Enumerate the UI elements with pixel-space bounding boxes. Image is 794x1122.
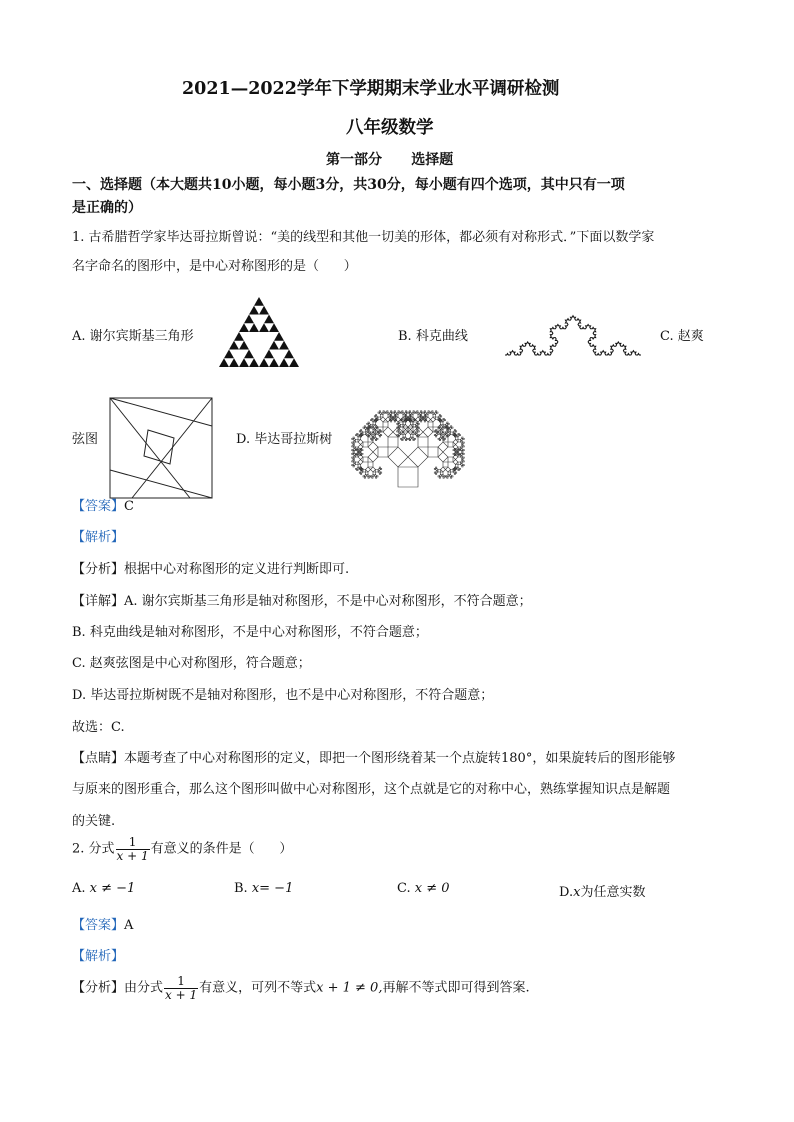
q2-option-b-label: B.	[234, 881, 248, 896]
q1-xiangjie-c: C. 赵爽弦图是中心对称图形，符合题意；	[72, 656, 311, 671]
q1-option-d: D. 毕达哥拉斯树	[236, 432, 333, 447]
q1-fenxi-tag: 【分析】	[72, 562, 125, 577]
q2-option-a	[72, 881, 135, 896]
q2-fenxi-prefix: 由分式	[124, 980, 164, 996]
q1-dianjing	[72, 747, 675, 766]
q2-fenxi-frac-den: x + 1	[165, 987, 198, 1002]
part-heading: 第一部分 选择题	[326, 152, 454, 168]
q2-answer	[72, 914, 133, 933]
q1-dianjing-tag: 【点睛】	[72, 751, 125, 766]
q1-answer-tag: 【答案】	[72, 499, 125, 514]
q1-dianjing-line2: 与原来的图形重合，那么这个图形叫做中心对称图形，这个点就是它的对称中心，熟练掌握知识点是解题	[72, 782, 671, 797]
q2-option-a-label: A.	[72, 881, 86, 896]
q2-fenxi	[72, 975, 530, 1001]
q1-xiangjie-b: B. 科克曲线是轴对称图形，不是中心对称图形，不符合题意；	[72, 625, 428, 640]
zhao-shuang-figure	[108, 396, 214, 500]
q2-option-d	[559, 881, 645, 900]
page-subtitle: 八年级数学	[346, 118, 434, 138]
q1-dianjing-line3: 的关键.	[72, 814, 116, 829]
q1-xiangjie-tag: 【详解】	[72, 594, 125, 609]
q2-option-d-math: x	[573, 885, 581, 900]
q2-fenxi-mid: 有意义，可列不等式	[199, 980, 317, 996]
q1-analysis-tag: 【解析】	[72, 530, 125, 545]
q2-stem-prefix: 2. 分式	[72, 841, 115, 857]
q1-choose: 故选：C.	[72, 720, 125, 735]
q1-option-c: C. 赵爽	[660, 329, 704, 344]
q2-frac-num: 1	[128, 835, 137, 849]
q2-option-d-text: 为任意实数	[580, 885, 646, 900]
q1-xiangjie-d: D. 毕达哥拉斯树既不是轴对称图形，也不是中心对称图形，不符合题意；	[72, 688, 494, 703]
q2-option-c-label: C.	[397, 881, 411, 896]
koch-curve-figure	[503, 303, 643, 359]
q2-option-d-label: D.	[559, 885, 574, 900]
sierpinski-triangle-figure	[218, 296, 300, 368]
q1-xiangjie	[72, 590, 532, 609]
q2-answer-tag: 【答案】	[72, 918, 125, 933]
q2-option-b-math: x= −1	[251, 881, 294, 896]
q1-option-b: B. 科克曲线	[398, 329, 468, 344]
q2-analysis-tag: 【解析】	[72, 949, 125, 964]
q2-fenxi-frac-num: 1	[177, 974, 185, 988]
q1-stem-line1: 1. 古希腊哲学家毕达哥拉斯曾说：“美的线型和其他一切美的形体，都必须有对称形式．”下面以数学家	[72, 230, 655, 245]
q2-option-c	[397, 881, 450, 896]
pythagoras-tree-figure	[344, 386, 472, 488]
q1-option-c-cont: 弦图	[72, 432, 99, 447]
q2-stem-suffix: 有意义的条件是（ ）	[150, 841, 293, 857]
q2-option-c-math: x ≠ 0	[414, 881, 450, 896]
q2-option-a-math: x ≠ −1	[89, 881, 136, 896]
q2-fenxi-math: x + 1 ≠ 0,	[316, 980, 383, 996]
q2-fraction	[116, 836, 150, 862]
q1-fenxi	[72, 558, 349, 577]
q1-option-a: A. 谢尔宾斯基三角形	[72, 329, 194, 344]
q2-fenxi-suffix: 再解不等式即可得到答案.	[382, 980, 530, 996]
section-heading-line1: 一、选择题（本大题共10小题，每小题3分，共30分，每小题有四个选项，其中只有一项	[72, 177, 625, 193]
q2-fenxi-tag: 【分析】	[72, 980, 125, 996]
section-heading-line2: 是正确的）	[72, 200, 142, 216]
q1-stem-line2: 名字命名的图形中，是中心对称图形的是（ ）	[72, 259, 357, 274]
q1-xiangjie-a: A. 谢尔宾斯基三角形是轴对称图形，不是中心对称图形，不符合题意；	[124, 594, 532, 609]
q1-answer-value: C	[124, 499, 134, 514]
q1-answer	[72, 495, 134, 514]
q2-answer-value: A	[124, 918, 134, 933]
q2-fenxi-fraction	[164, 975, 198, 1001]
page-title: 2021—2022学年下学期期末学业水平调研检测	[182, 79, 560, 99]
q2-stem	[72, 836, 292, 862]
q1-fenxi-text: 根据中心对称图形的定义进行判断即可.	[124, 562, 350, 577]
q2-option-b	[234, 881, 293, 896]
q2-frac-den: x + 1	[116, 848, 149, 863]
q1-dianjing-line1: 本题考查了中心对称图形的定义，即把一个图形绕着某一个点旋转180°，如果旋转后的图形能够	[124, 751, 676, 766]
